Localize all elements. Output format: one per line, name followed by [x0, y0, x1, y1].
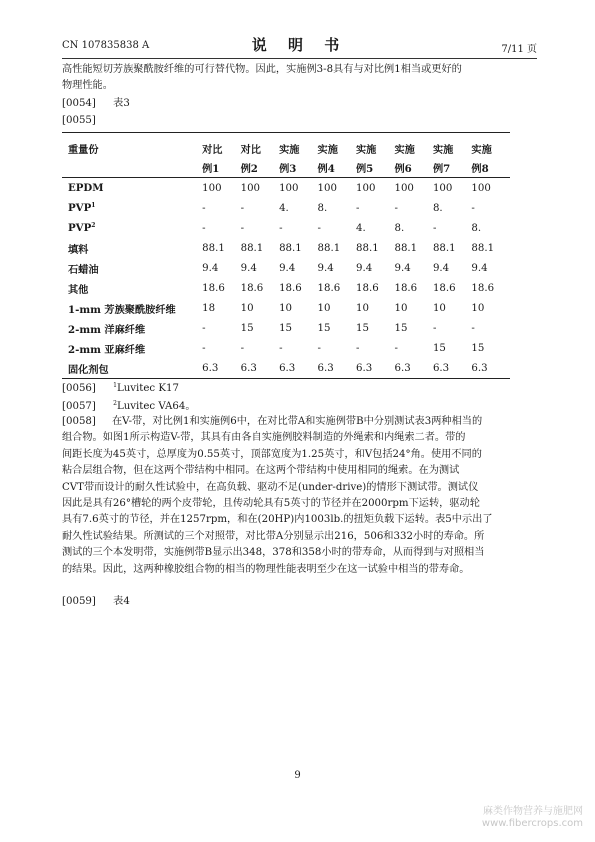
paragraph-tag: [0058]	[62, 416, 96, 427]
table-row	[62, 318, 510, 338]
row-label-text: 石蜡油	[68, 263, 99, 276]
table-cell: -	[356, 202, 360, 214]
table-cell: 18.6	[240, 282, 264, 294]
table-cell: 100	[318, 178, 356, 199]
table-cell: 15	[394, 322, 408, 334]
table-cell: 4.	[279, 202, 289, 214]
table-cell: -	[279, 222, 283, 234]
table-cell: 9.4	[240, 262, 257, 274]
table-cell: -	[240, 342, 245, 354]
table-cell: 6.3	[394, 358, 432, 379]
paragraph-0057	[62, 396, 196, 415]
table-cell: 88.1	[356, 242, 379, 254]
table-header-row	[62, 158, 510, 178]
table-cell: 10	[240, 302, 254, 314]
text-line: 在V-带，对比例1和实施例6中，在对比带A和实施例带B中分别测试表3两种相当的	[112, 416, 483, 427]
table-row	[62, 358, 510, 379]
table-row	[62, 238, 510, 258]
table-cell: 88.1	[432, 242, 456, 254]
row-label-text: 2-mm 亚麻纤维	[68, 343, 146, 356]
table-row	[62, 278, 510, 298]
paragraph-tag: [0056]	[62, 383, 96, 394]
table-cell: 100	[202, 178, 240, 199]
text-line: 因此是具有26°槽轮的两个皮带轮，且传动轮具有5英寸的节径并在2000rpm下运转，驱动轮	[62, 498, 480, 510]
table-cell: 88.1	[394, 242, 418, 254]
row-label	[62, 238, 202, 258]
table-cell: 18.6	[202, 282, 225, 294]
row-label	[62, 278, 202, 298]
row-label-superscript: 1	[91, 202, 96, 209]
table-cell: 10	[432, 302, 446, 314]
table-cell: 18.6	[432, 282, 456, 294]
table-cell: 100	[394, 178, 432, 199]
table-cell: 9.4	[394, 262, 411, 274]
table-cell: -	[202, 202, 206, 214]
table-row	[62, 258, 510, 278]
document-title: 说 明 书	[251, 36, 348, 54]
row-label-text: PVP	[68, 202, 92, 214]
table-header-cell: 实施	[433, 133, 471, 159]
table-header-cell: 例4	[317, 163, 335, 175]
row-label-text: 其他	[68, 283, 89, 296]
paragraph-0055	[62, 113, 540, 129]
row-label-superscript: 2	[91, 222, 96, 229]
table-cell: 18.6	[471, 282, 495, 294]
table-header-row	[62, 133, 510, 159]
page-number: 9	[294, 770, 301, 781]
row-label-text: 2-mm 洋麻纤维	[68, 323, 146, 336]
table-cell: 10	[471, 302, 485, 314]
table-cell: 18.6	[279, 282, 302, 294]
paragraph-tag: [0059]	[62, 596, 96, 607]
paragraph-0054	[62, 96, 540, 112]
table-header-cell: 实施	[394, 133, 432, 159]
row-label	[62, 338, 202, 358]
table-cell: 9.4	[471, 262, 488, 274]
table-row	[62, 298, 510, 318]
table-cell: 88.1	[202, 242, 225, 254]
table-header-cell: 例2	[240, 163, 258, 175]
table-cell: -	[240, 202, 245, 214]
text-line: 测试的三个本发明带，实施例带B显示出348，378和358小时的带寿命，从而得到与对照相当	[62, 547, 485, 559]
table-cell: 18.6	[394, 282, 418, 294]
table-cell: 8.	[432, 202, 443, 214]
table-cell: -	[279, 342, 283, 354]
row-label-text: 固化剂包	[68, 363, 109, 376]
table-cell: 100	[471, 178, 510, 199]
table-header-cell: 例3	[279, 163, 297, 175]
paragraph-tag: [0057]	[62, 401, 96, 412]
table-cell: 6.3	[202, 358, 240, 379]
table-cell: 100	[356, 178, 394, 199]
table-cell: 8.	[394, 222, 405, 234]
table-cell: -	[356, 342, 360, 354]
paragraph-0058	[62, 414, 540, 578]
text-line: 耐久性试验结果。所测试的三个对照带，对比带A分别显示出216，506和332小时的寿命。所	[62, 530, 485, 542]
table-cell: 10	[317, 302, 331, 314]
text-line: 高性能短切芳族聚酰胺纤维的可行替代物。因此，实施例3-8具有与对比例1相当或更好的	[62, 64, 462, 75]
text-line: 粘合层组合物，但在这两个带结构中相同。在这两个带结构中使用相同的绳索。在为测试	[62, 465, 460, 477]
table-cell: 6.3	[356, 358, 394, 379]
table-cell: 15	[471, 342, 485, 354]
paragraph-0056	[62, 378, 179, 397]
table-cell: 18	[202, 302, 216, 314]
footnote-marker: 2	[113, 400, 117, 407]
row-label	[62, 258, 202, 278]
table-header-cell: 例8	[471, 163, 489, 175]
row-label	[62, 178, 202, 199]
table-cell: 15	[432, 342, 446, 354]
patent-number: CN 107835838 A	[62, 40, 150, 51]
table-header-cell: 例1	[202, 163, 220, 175]
header-rule	[62, 58, 537, 59]
table-cell: 10	[279, 302, 293, 314]
watermark-url: www.fibercrops.com	[481, 818, 583, 829]
paragraph-tag: [0055]	[62, 115, 96, 126]
watermark	[482, 806, 583, 830]
table-cell: 6.3	[241, 358, 279, 379]
table-header-cell: 例6	[394, 163, 412, 175]
text-line: 间距长度为45英寸，总厚度为0.55英寸，顶部宽度为1.25英寸，和V包括24°角。使用不同的	[62, 448, 482, 460]
table-cell: -	[317, 342, 321, 354]
table-caption: 表4	[113, 596, 130, 607]
table-cell: 10	[356, 302, 369, 314]
table-cell: 8.	[317, 202, 328, 214]
table-header-cell: 对比	[241, 133, 279, 159]
page-header	[62, 34, 537, 56]
table-cell: 9.4	[279, 262, 296, 274]
table-cell: -	[202, 222, 206, 234]
table-row	[62, 198, 510, 218]
table-cell: 6.3	[318, 358, 356, 379]
paragraph-0059	[62, 594, 130, 610]
table-row	[62, 178, 510, 199]
table-cell: 8.	[471, 222, 482, 234]
table-header-cell: 实施	[356, 133, 394, 159]
table-header-cell: 例7	[432, 163, 451, 175]
table-cell: -	[471, 322, 475, 334]
intro-paragraph	[62, 62, 540, 95]
table-cell: 15	[279, 322, 293, 334]
row-label-text: 1-mm 芳族聚酰胺纤维	[68, 303, 176, 316]
table-row	[62, 338, 510, 358]
table-header-cell: 实施	[471, 133, 510, 159]
table-cell: -	[471, 202, 475, 214]
table-cell: -	[432, 222, 437, 234]
table-header-cell: 重量份	[62, 133, 202, 159]
text-line: 组合物。如图1所示构造V-带，其具有由各自实施例胶料制造的外绳索和内绳索二者。带的	[62, 432, 466, 444]
table-cell: -	[432, 322, 437, 334]
page-reference: 7/11 页	[501, 44, 537, 55]
table-3	[62, 132, 510, 379]
table-cell: -	[202, 342, 206, 354]
table-cell: 15	[317, 322, 331, 334]
table-cell: 9.4	[202, 262, 219, 274]
table-cell: 6.3	[433, 358, 471, 379]
table-header-cell: 例5	[356, 163, 374, 175]
row-label-text: PVP	[68, 222, 92, 234]
footnote-marker: 1	[113, 382, 117, 389]
watermark-name: 麻类作物营养与施肥网	[483, 806, 583, 817]
row-label	[62, 298, 202, 318]
table-cell: -	[317, 222, 321, 234]
table-cell: 15	[356, 322, 369, 334]
table-cell: 18.6	[356, 282, 379, 294]
table-cell: 100	[279, 178, 317, 199]
row-label-text: 填料	[68, 243, 89, 256]
table-cell: -	[240, 222, 245, 234]
table-header-cell: 对比	[202, 133, 240, 159]
row-label	[62, 198, 202, 218]
table-cell: 15	[240, 322, 254, 334]
table-header-cell	[62, 158, 202, 178]
table-header-cell: 实施	[279, 133, 317, 159]
table-header-cell: 实施	[318, 133, 356, 159]
footnote-text: Luvitec K17	[116, 383, 179, 394]
table-cell: 88.1	[240, 242, 264, 254]
table-cell: 9.4	[432, 262, 450, 274]
text-line: 物理性能。	[62, 80, 113, 92]
table-cell: 9.4	[317, 262, 334, 274]
table-cell: 88.1	[317, 242, 341, 254]
table-cell: 10	[394, 302, 408, 314]
row-label	[62, 358, 202, 379]
table-cell: 18.6	[317, 282, 341, 294]
text-line: 的结果。因此，这两种橡胶组合物的相当的物理性能表明至少在这一试验中相当的带寿命。	[62, 563, 470, 575]
table-row	[62, 218, 510, 238]
table-cell: 4.	[356, 222, 366, 234]
paragraph-tag: [0054]	[62, 98, 96, 109]
row-label-text: EPDM	[68, 182, 104, 194]
row-label	[62, 318, 202, 338]
table-cell: -	[202, 322, 206, 334]
table-cell: 100	[433, 178, 471, 199]
footnote-text: Luvitec VA64。	[116, 401, 196, 412]
table-cell: 6.3	[279, 358, 317, 379]
table-caption: 表3	[113, 98, 130, 109]
row-label	[62, 218, 202, 238]
table-cell: 88.1	[279, 242, 302, 254]
text-line: 具有7.6英寸的节径，并在1257rpm，和在(20HP)内1003lb.的扭矩负载下运转。表5中示出了	[62, 514, 493, 526]
table-cell: 6.3	[471, 358, 510, 379]
composition-table	[62, 132, 510, 379]
table-cell: -	[394, 202, 398, 214]
table-cell: 88.1	[471, 242, 495, 254]
table-cell: 9.4	[356, 262, 373, 274]
text-line: CVT带而设计的耐久性试验中，在高负载、驱动不足(under-drive)的情形下测试带。测试仪	[62, 481, 479, 493]
table-cell: -	[394, 342, 398, 354]
table-cell: 100	[241, 178, 279, 199]
